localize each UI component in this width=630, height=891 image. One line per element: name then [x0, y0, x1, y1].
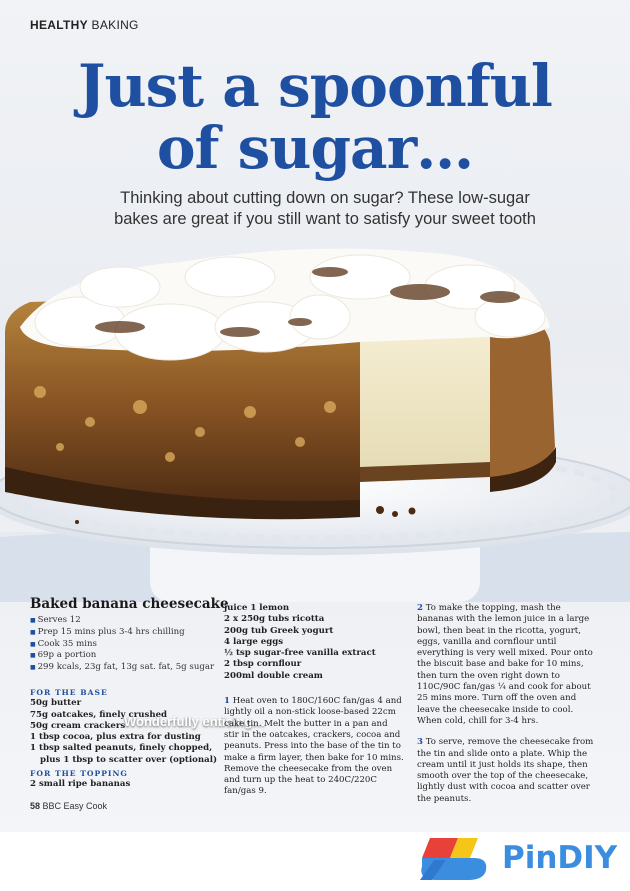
- section-label-rest: BAKING: [91, 18, 139, 32]
- ingredient: plus 1 tbsp to scatter over (optional): [40, 754, 218, 765]
- headline-line-2: of sugar…: [156, 114, 474, 182]
- method-step-3: [417, 737, 597, 805]
- pindiy-brand-text: PinDIY: [502, 840, 618, 876]
- ingredient: juice 1 lemon: [224, 603, 290, 613]
- fact-cook: ■ Cook 35 mins: [30, 639, 214, 651]
- step-text: To make the topping, mash the bananas with the lemon juice in a large bowl, then beat in the ricotta, yogurt, eggs, vanilla and cornflour until everything is very well mixed. Pour onto the biscuit base and bake for 10 mins, then turn the oven right down to 110C/90C fan/gas ¼ and cook for about 25 mins more. Turn off the oven and leave the cheesecake inside to cool. When cold, chill for 3-4 hrs.: [417, 603, 593, 726]
- topping-heading: FOR THE TOPPING: [30, 769, 128, 779]
- method-column: [417, 603, 597, 815]
- fact-nutrition: ■ 299 kcals, 23g fat, 13g sat. fat, 5g sugar: [30, 662, 214, 674]
- ingredient: 2 tbsp cornflour: [224, 659, 302, 670]
- magazine-name: BBC Easy Cook: [42, 801, 108, 811]
- ingredient: 200g tub Greek yogurt: [224, 625, 334, 636]
- cheesecake-illustration: [0, 232, 630, 602]
- ingredient: 75g oatcakes, finely crushed: [30, 709, 168, 720]
- step-number: 1: [224, 696, 230, 707]
- ingredient: 1 tbsp salted peanuts, finely chopped,: [30, 743, 213, 754]
- recipe-facts: [30, 615, 214, 674]
- step-text: Heat oven to 180C/160C fan/gas 4 and lightly oil a non-stick loose-based 22cm cake tin. Melt the butter in a pan and stir in the oatcakes, crackers, cocoa and peanuts. Press into the base of the tin to make a firm layer, then bake for 10 mins. Remove the cheesecake from the oven and turn up the heat to 240C/220C fan/gas 9.: [224, 696, 404, 797]
- ingredients-column-1: [30, 685, 225, 791]
- step-text: To serve, remove the cheesecake from the tin and slide onto a plate. Whip the cream until it just holds its shape, then smooth over the top of the cheesecake, lightly dust with cocoa and scatter over the peanuts.: [417, 737, 594, 804]
- photo-caption: Wonderfully enticing…: [124, 714, 266, 729]
- fact-prep: ■ Prep 15 mins plus 3-4 hrs chilling: [30, 627, 214, 639]
- pindiy-logo-icon: [416, 836, 496, 884]
- ingredient: 2 x 250g tubs ricotta: [224, 614, 325, 625]
- step-number: 3: [417, 737, 423, 748]
- ingredient: 50g butter: [30, 698, 82, 709]
- page-footer: [30, 801, 107, 811]
- headline-line-1: Just a spoonful: [78, 52, 552, 120]
- page-number: 58: [30, 801, 41, 811]
- ingredient: 1 tbsp cocoa, plus extra for dusting: [30, 732, 201, 743]
- ingredient: 4 large eggs: [224, 636, 284, 647]
- fact-cost: ■ 69p a portion: [30, 650, 214, 662]
- ingredients-column-2: [224, 603, 404, 808]
- base-heading: FOR THE BASE: [30, 688, 108, 697]
- recipe-title: Baked banana cheesecake: [30, 596, 229, 612]
- ingredient: 50g cream crackers: [30, 720, 126, 731]
- fact-serves: ■ Serves 12: [30, 615, 214, 627]
- standfirst: [90, 188, 560, 230]
- ingredient: 2 small ripe bananas: [30, 779, 131, 790]
- standfirst-line-1: Thinking about cutting down on sugar? These low-sugar: [120, 189, 530, 207]
- method-step-1: [224, 696, 404, 798]
- section-label: [30, 18, 139, 32]
- method-step-2: [417, 603, 597, 727]
- ingredient: 200ml double cream: [224, 670, 323, 681]
- section-label-bold: HEALTHY: [30, 18, 88, 32]
- standfirst-line-2: bakes are great if you still want to satisfy your sweet tooth: [114, 210, 536, 228]
- pindiy-watermark: [416, 836, 616, 884]
- step-number: 2: [417, 603, 423, 613]
- ingredient: ½ tsp sugar-free vanilla extract: [224, 648, 376, 659]
